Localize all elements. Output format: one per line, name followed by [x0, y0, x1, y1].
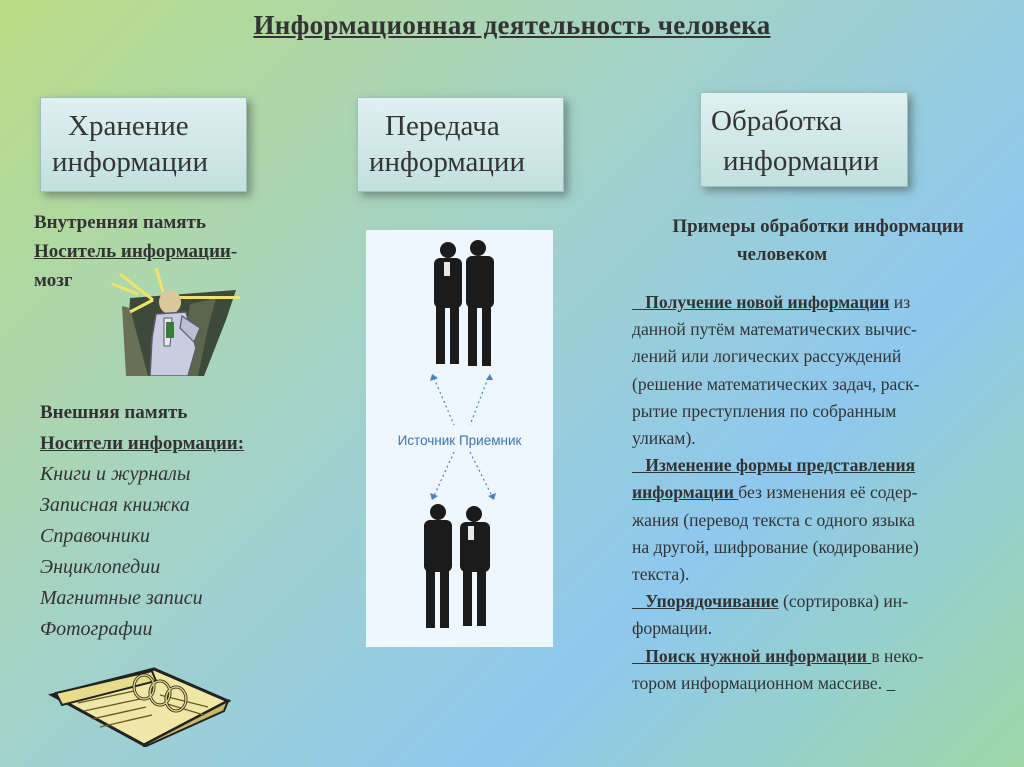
- processing-example-item: [632, 289, 1012, 452]
- processing-examples-list: [632, 289, 1012, 697]
- transfer-box: [357, 97, 564, 192]
- external-memory: [40, 397, 340, 645]
- external-memory-item: Записная книжка: [40, 494, 190, 516]
- example-bold: Изменение формы представления: [645, 455, 916, 476]
- external-memory-item: Фотографии: [40, 618, 153, 640]
- example-bold: Упорядочивание: [645, 591, 779, 612]
- page-title: Информационная деятельность человека: [253, 10, 771, 40]
- processing-examples-heading: [618, 213, 1018, 269]
- external-memory-carriers-label: Носители информации:: [40, 433, 245, 454]
- example-text: текста).: [632, 564, 690, 585]
- transfer-box-line1: Передача: [385, 110, 500, 142]
- example-text: в неко-: [871, 645, 924, 666]
- processing-box-line1: Обработка: [711, 105, 843, 137]
- external-memory-item: Книги и журналы: [40, 463, 191, 485]
- example-text: лений или логических рассуждений: [632, 346, 902, 367]
- internal-memory-carrier: Носитель информации: [34, 241, 231, 262]
- external-memory-item: Энциклопедии: [40, 556, 161, 578]
- example-text: (сортировка) ин-: [783, 591, 909, 612]
- example-text: на другой, шифрование (кодирование): [632, 536, 919, 557]
- internal-memory-carrier-dash: -: [230, 241, 238, 262]
- example-text: из: [893, 292, 911, 312]
- processing-box-line2: информации: [723, 145, 879, 177]
- external-memory-title: Внешняя память: [40, 402, 188, 423]
- processing-examples-heading-line1: Примеры обработки информации: [672, 216, 964, 237]
- processing-box: [700, 92, 908, 187]
- source-receiver-label: Источник Приемник: [397, 433, 522, 448]
- storage-box-line1: Хранение: [68, 110, 189, 142]
- processing-example-item: [632, 588, 1012, 642]
- external-memory-item: Магнитные записи: [40, 587, 203, 609]
- example-text: (решение математических задач, раск-: [632, 373, 920, 394]
- example-text: без изменения её содер-: [738, 482, 918, 503]
- example-text: формации.: [632, 618, 713, 639]
- example-text: уликам).: [632, 428, 696, 449]
- example-bold: Получение новой информации: [645, 292, 890, 312]
- notebook-illustration: [48, 655, 233, 747]
- processing-example-item: [632, 643, 1012, 697]
- internal-memory-title: Внутренняя память: [34, 212, 206, 233]
- internal-memory-carrier-value: мозг: [34, 270, 73, 291]
- processing-examples-heading-line2: человеком: [736, 244, 828, 265]
- external-memory-item: Справочники: [40, 525, 151, 547]
- example-text: жания (перевод текста с одного языка: [632, 509, 915, 530]
- example-text: данной путём математических вычис-: [632, 319, 917, 340]
- example-text: тором информационном массиве.: [632, 672, 883, 693]
- storage-box: [40, 97, 247, 192]
- thinking-man-illustration: [108, 268, 248, 376]
- example-text: рытие преступления по собранным: [632, 400, 897, 421]
- transfer-box-line2: информации: [369, 146, 525, 178]
- example-bold: Поиск нужной информации: [645, 645, 867, 666]
- storage-box-line2: информации: [52, 146, 208, 178]
- transfer-diagram: [366, 230, 553, 647]
- example-bold: информации: [632, 482, 734, 503]
- processing-example-item: [632, 452, 1012, 588]
